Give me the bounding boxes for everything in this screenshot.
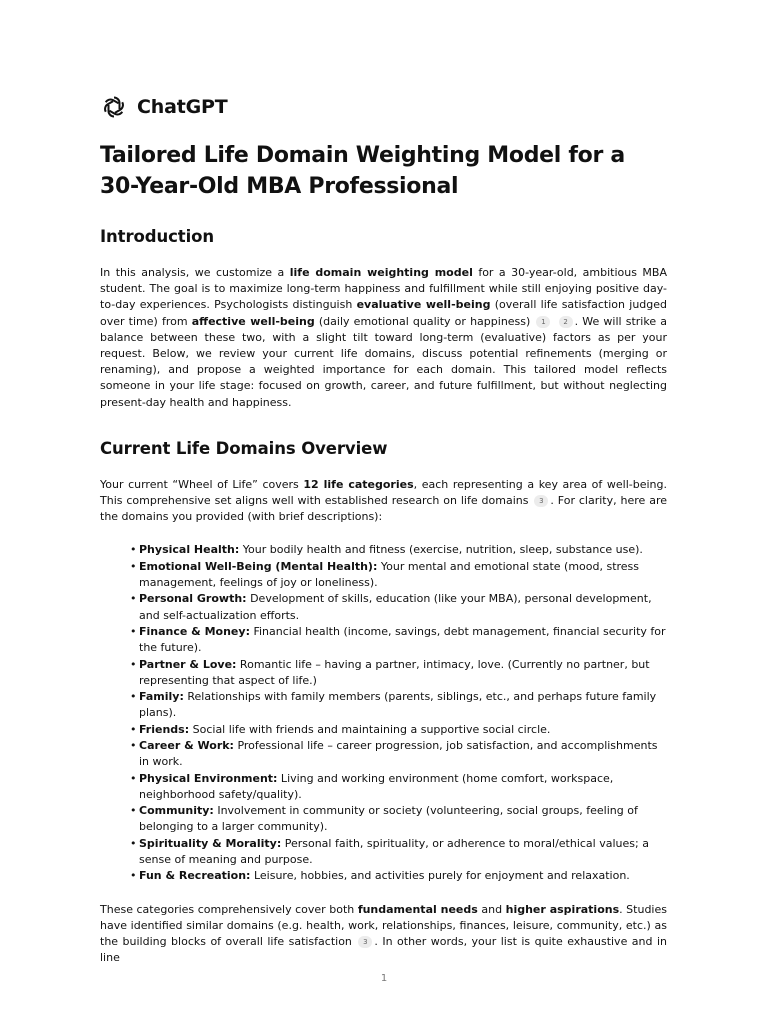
life-domains-list bbox=[100, 542, 667, 884]
domain-description: Personal faith, spirituality, or adherence to moral/ethical values; a sense of meaning and purpose. bbox=[139, 836, 649, 867]
list-item: • Family: Relationships with family members (parents, siblings, etc., and perhaps future family plans). bbox=[130, 690, 657, 720]
list-item: • Community: Involvement in community or society (volunteering, social groups, feeling of belonging to a larger community). bbox=[130, 804, 638, 834]
domain-name: Physical Health: bbox=[139, 543, 240, 557]
intro-text-2: for a 30-year-old, ambitious MBA student. The goal is to maximize long-term happiness and fulfillment while still enjoying positive day-to-day experiences. Psychologists distinguish bbox=[100, 266, 667, 312]
list-item: • Spirituality & Morality: Personal faith, spirituality, or adherence to moral/ethical values; a sense of meaning and purpose. bbox=[130, 836, 649, 867]
intro-text-5: . We will strike a balance between these two, with a slight tilt toward long-term (evaluative) factors as per your request. Below, we review your current life domains, discuss potential refinements (merging or renaming), and propose a weighted importance for each domain. This tailored model reflects someone in your life stage: focused on growth, career, and future fulfillment, but without neglecting present-day health and happiness. bbox=[100, 314, 667, 409]
list-item: • Physical Environment: Living and working environment (home comfort, workspace, neighborhood safety/quality). bbox=[130, 771, 614, 801]
domain-name: Emotional Well-Being (Mental Health): bbox=[139, 559, 378, 573]
domain-description: Social life with friends and maintaining a supportive social circle. bbox=[189, 722, 551, 736]
openai-logo-icon bbox=[100, 93, 128, 121]
domain-description: Development of skills, education (like your MBA), personal development, and self-actualization efforts. bbox=[139, 592, 652, 622]
domain-description: Financial health (income, savings, debt management, financial security for the future). bbox=[139, 624, 666, 655]
intro-text-4: (daily emotional quality or happiness) bbox=[314, 314, 535, 328]
list-item: • Career & Work: Professional life – career progression, job satisfaction, and accomplishments in work. bbox=[130, 739, 658, 769]
document-body bbox=[100, 140, 667, 966]
overview-bold-1: 12 life categories bbox=[303, 477, 414, 491]
intro-bold-1: life domain weighting model bbox=[289, 266, 473, 279]
domain-name: Physical Environment: bbox=[139, 771, 278, 785]
domain-name: Partner & Love: bbox=[139, 657, 237, 671]
closing-bold-1: fundamental needs bbox=[357, 902, 478, 916]
overview-text-1: Your current “Wheel of Life” covers bbox=[100, 477, 304, 491]
domain-name: Spirituality & Morality: bbox=[139, 836, 282, 850]
list-item: • Physical Health: Your bodily health and fitness (exercise, nutrition, sleep, substance use). bbox=[130, 543, 643, 557]
introduction-heading: Introduction bbox=[100, 227, 215, 246]
intro-bold-3: affective well-being bbox=[191, 314, 315, 328]
closing-text-1: These categories comprehensively cover both bbox=[100, 902, 358, 916]
brand-header bbox=[100, 93, 227, 121]
domain-description: Your bodily health and fitness (exercise, nutrition, sleep, substance use). bbox=[239, 543, 643, 557]
page-number: 1 bbox=[380, 973, 388, 984]
citation-badge[interactable]: 3 bbox=[534, 495, 548, 507]
list-item: • Fun & Recreation: Leisure, hobbies, and activities purely for enjoyment and relaxation. bbox=[130, 869, 630, 883]
domain-description: Relationships with family members (parents, siblings, etc., and perhaps future family plans). bbox=[139, 690, 657, 720]
intro-text-1: In this analysis, we customize a bbox=[100, 266, 290, 279]
intro-bold-2: evaluative well-being bbox=[356, 298, 491, 312]
domain-description: Your mental and emotional state (mood, stress management, feelings of joy or loneliness). bbox=[139, 559, 640, 590]
list-item: • Finance & Money: Financial health (income, savings, debt management, financial security for the future). bbox=[130, 624, 666, 655]
list-item: • Emotional Well-Being (Mental Health): Your mental and emotional state (mood, stress management, feelings of joy or loneliness). bbox=[130, 559, 640, 590]
domain-name: Personal Growth: bbox=[139, 592, 247, 606]
domain-description: Living and working environment (home comfort, workspace, neighborhood safety/quality). bbox=[139, 771, 614, 801]
domain-description: Involvement in community or society (volunteering, social groups, feeling of belonging to a larger community). bbox=[139, 804, 638, 834]
domain-name: Fun & Recreation: bbox=[139, 869, 251, 883]
brand-name: ChatGPT bbox=[137, 96, 228, 118]
citation-badge[interactable]: 2 bbox=[559, 316, 573, 328]
domain-description: Romantic life – having a partner, intimacy, love. (Currently no partner, but representing that aspect of life.) bbox=[139, 657, 650, 687]
closing-text-4: . In other words, your list is quite exhaustive and in line bbox=[100, 935, 668, 965]
closing-text-2: and bbox=[477, 902, 506, 916]
list-item: • Friends: Social life with friends and maintaining a supportive social circle. bbox=[130, 722, 551, 736]
domain-name: Family: bbox=[139, 690, 184, 704]
overview-paragraph bbox=[100, 477, 667, 526]
list-item: • Personal Growth: Development of skills, education (like your MBA), personal development, and self-actualization efforts. bbox=[130, 592, 652, 622]
closing-bold-2: higher aspirations bbox=[505, 902, 620, 916]
domain-description: Leisure, hobbies, and activities purely for enjoyment and relaxation. bbox=[250, 869, 630, 883]
closing-text-3: . Studies have identified similar domains (e.g. health, work, relationships, finances, leisure, community, etc.) as the building blocks of overall life satisfaction bbox=[100, 902, 667, 949]
citation-badge[interactable]: 3 bbox=[358, 936, 372, 948]
overview-heading: Current Life Domains Overview bbox=[100, 438, 388, 458]
domain-name: Community: bbox=[139, 804, 214, 818]
document-title: Tailored Life Domain Weighting Model for a 30-Year-Old MBA Professional bbox=[100, 143, 625, 199]
domain-description: Professional life – career progression, job satisfaction, and accomplishments in work. bbox=[139, 739, 658, 769]
domain-name: Friends: bbox=[139, 722, 190, 736]
closing-paragraph bbox=[100, 902, 667, 967]
overview-text-3: . For clarity, here are the domains you provided (with brief descriptions): bbox=[100, 494, 667, 524]
introduction-paragraph bbox=[100, 265, 667, 411]
citation-badge[interactable]: 1 bbox=[536, 316, 550, 328]
overview-text-2: , each representing a key area of well-being. This comprehensive set aligns well with established research on life domains bbox=[100, 477, 667, 508]
intro-text-3: (overall life satisfaction judged over time) from bbox=[100, 298, 668, 328]
list-item: • Partner & Love: Romantic life – having a partner, intimacy, love. (Currently no partner, but representing that aspect of life.) bbox=[130, 657, 650, 687]
domain-name: Career & Work: bbox=[139, 739, 234, 752]
domain-name: Finance & Money: bbox=[139, 624, 250, 638]
